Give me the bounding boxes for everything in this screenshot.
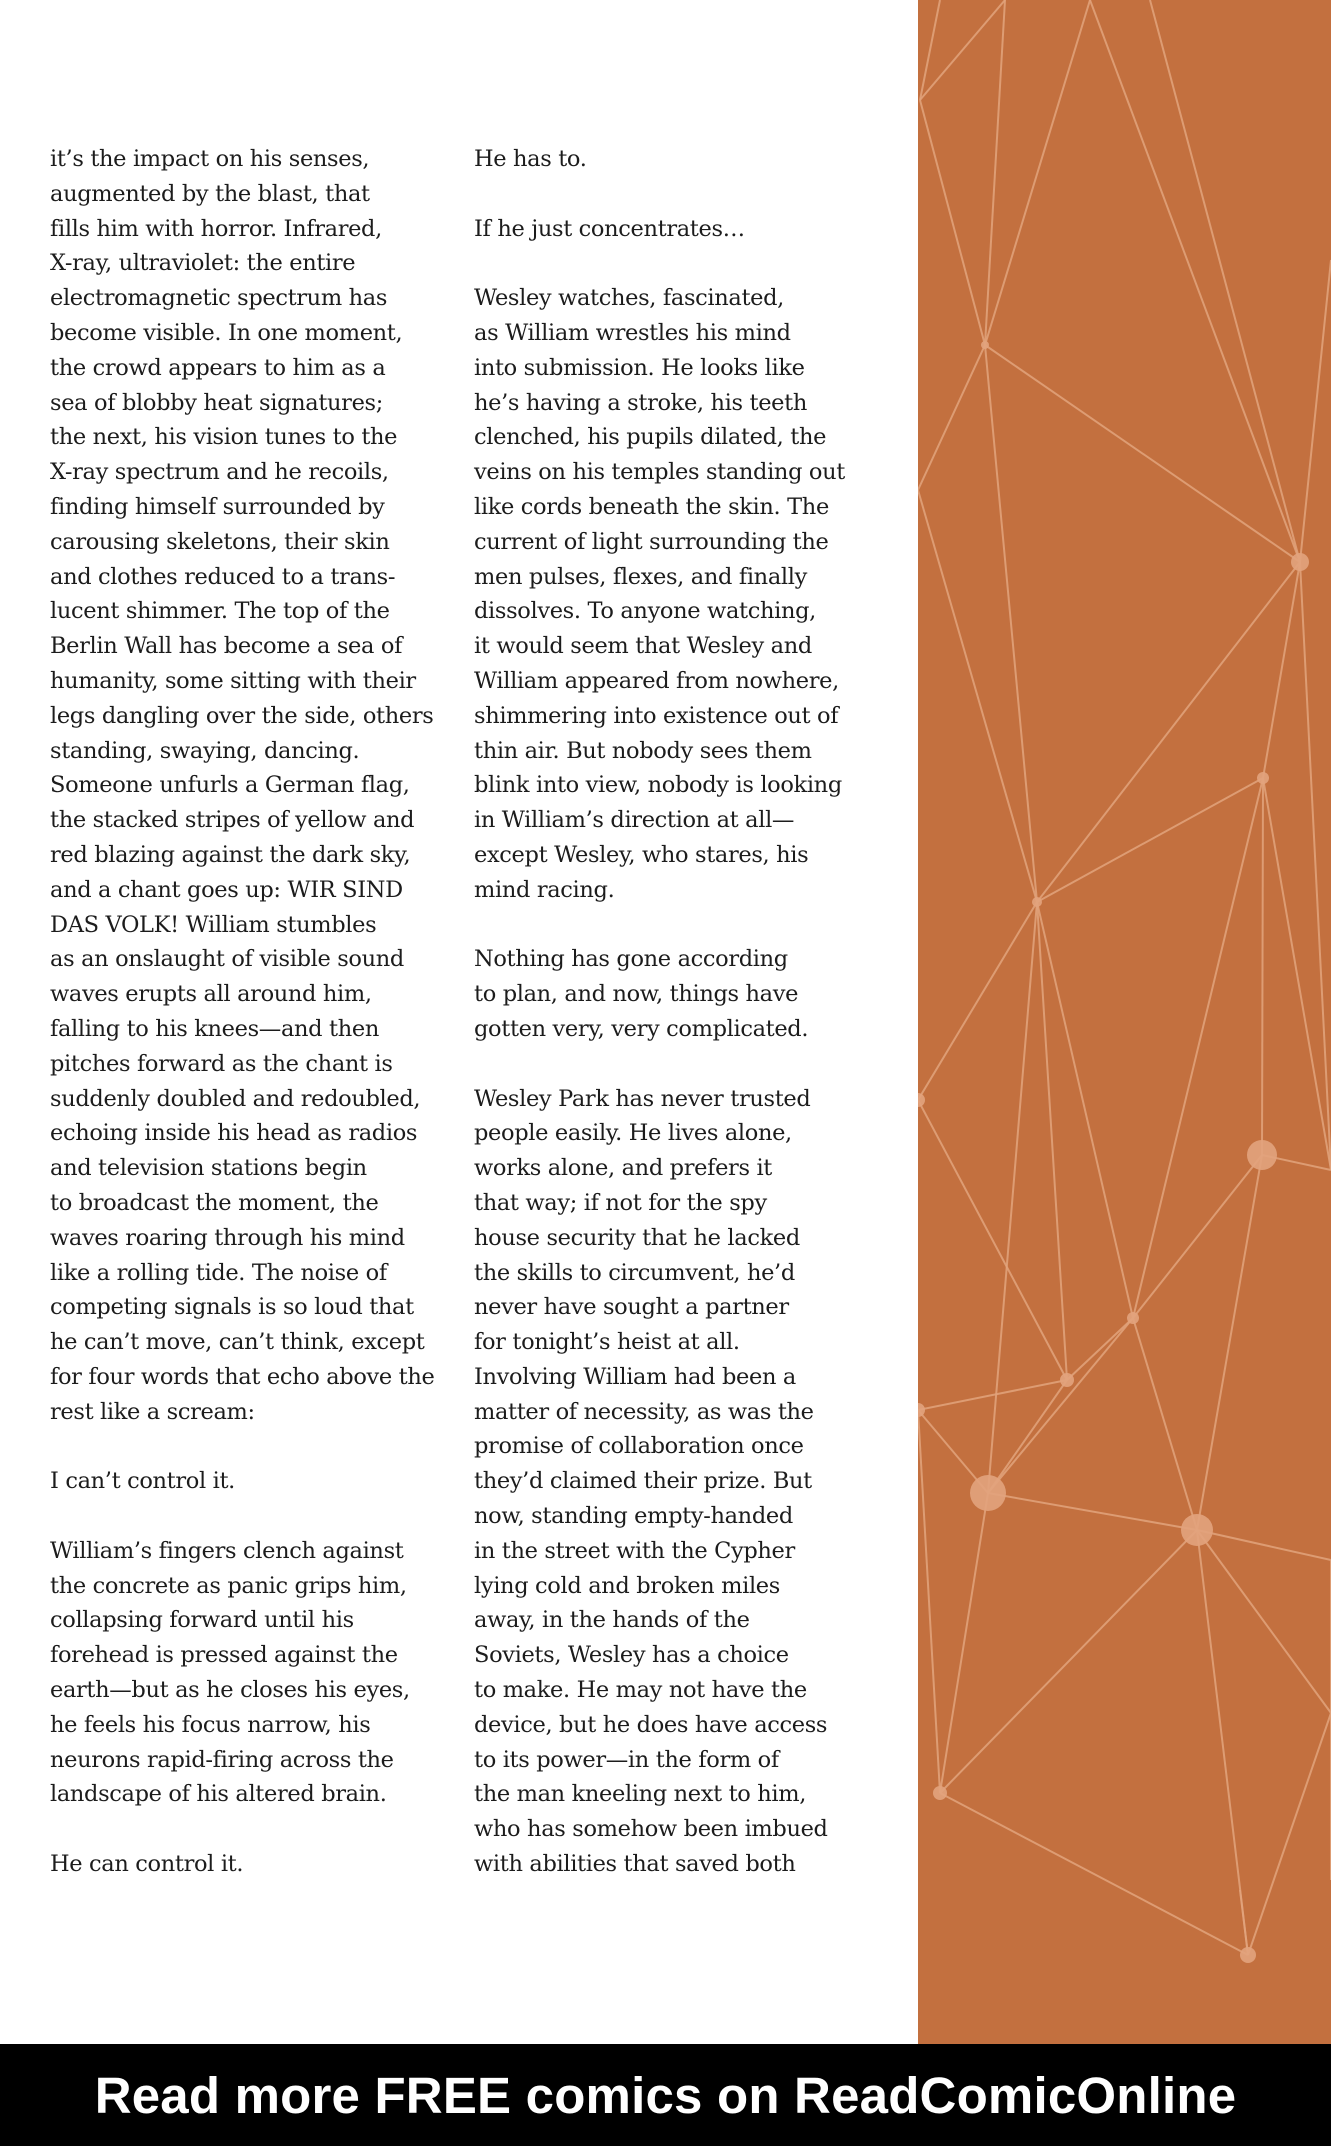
text-line: dissolves. To anyone watching, [474,598,816,625]
pattern-line [940,1493,988,1793]
text-line: clenched, his pupils dilated, the [474,424,827,451]
pattern-line [1037,902,1133,1318]
pattern-line [920,0,1005,100]
text-line: the crowd appears to him as a [50,354,386,381]
right-text-column [474,142,884,1917]
text-line: standing, swaying, dancing. [50,737,360,764]
text-line: for four words that echo above the [50,1363,435,1390]
geometric-pattern-panel [918,0,1331,2044]
text-line: waves roaring through his mind [50,1224,405,1251]
text-line: he’s having a stroke, his teeth [474,389,807,416]
text-line: they’d claimed their prize. But [474,1468,812,1495]
text-line: the concrete as panic grips him, [50,1572,407,1599]
pattern-node [1127,1312,1139,1324]
text-line: waves erupts all around him, [50,981,372,1008]
text-line: Wesley Park has never trusted [474,1085,811,1112]
text-line: away, in the hands of the [474,1607,750,1634]
text-line: the skills to circumvent, he’d [474,1259,795,1286]
text-line: Wesley watches, fascinated, [474,285,784,312]
text-line: legs dangling over the side, others [50,702,434,729]
text-line: like a rolling tide. The noise of [50,1259,387,1286]
pattern-node [1257,772,1269,784]
text-line: as an onslaught of visible sound [50,946,404,973]
text-line: never have sought a partner [474,1294,789,1321]
text-line: carousing skeletons, their skin [50,528,390,555]
pattern-line [1263,562,1300,778]
pattern-line [1150,0,1300,562]
pattern-line [918,345,985,490]
text-line: He has to. [474,146,587,172]
pattern-line [1240,1890,1248,1955]
text-line: collapsing forward until his [50,1607,354,1634]
text-line: in the street with the Cypher [474,1537,795,1564]
text-line: device, but he does have access [474,1711,828,1738]
text-line: and television stations begin [50,1155,367,1182]
text-line: suddenly doubled and redoubled, [50,1085,421,1112]
pattern-line [918,1410,940,1793]
text-line: that way; if not for the spy [474,1189,767,1216]
text-line: promise of collaboration once [474,1433,804,1460]
text-line: red blazing against the dark sky, [50,841,411,868]
pattern-line [1197,1530,1331,1560]
paragraph [50,1847,460,1882]
paragraph [474,212,884,247]
text-line: to make. He may not have the [474,1677,807,1704]
text-line: works alone, and prefers it [474,1155,772,1182]
paragraph [50,1464,460,1499]
text-line: Someone unfurls a German flag, [50,772,410,799]
text-line: except Wesley, who stares, his [474,841,809,868]
text-line: augmented by the blast, that [50,180,370,207]
text-line: to plan, and now, things have [474,981,799,1008]
text-line: to broadcast the moment, the [50,1189,379,1216]
pattern-node [1240,1947,1256,1963]
pattern-line [985,345,1037,902]
text-line: Nothing has gone according [474,946,788,973]
text-line: thin air. But nobody sees them [474,737,812,764]
text-line: it’s the impact on his senses, [50,146,370,172]
text-line: pitches forward as the chant is [50,1050,393,1077]
text-line: as William wrestles his mind [474,319,791,346]
paragraph [50,1534,460,1812]
text-line: now, standing empty-handed [474,1503,793,1530]
text-line: current of light surrounding the [474,528,829,555]
text-line: competing signals is so loud that [50,1294,414,1321]
pattern-line [985,0,1005,345]
pattern-line [1067,1318,1133,1380]
text-line: X-ray, ultraviolet: the entire [50,250,356,277]
pattern-line [1248,1713,1331,1955]
text-line: for tonight’s heist at all. [474,1329,740,1356]
pattern-line [985,0,1090,345]
text-line: and a chant goes up: WIR SIND [50,876,403,903]
text-line: blink into view, nobody is looking [474,772,842,799]
text-line: gotten very, very complicated. [474,1015,809,1042]
text-line: shimmering into existence out of [474,702,839,729]
text-line: like cords beneath the skin. The [474,493,829,520]
pattern-line [988,1380,1067,1493]
paragraph [474,281,884,907]
pattern-line [920,0,940,100]
pattern-line [988,1493,1197,1530]
pattern-node [933,1786,947,1800]
pattern-line [1197,1530,1331,1713]
pattern-node [1181,1514,1213,1546]
text-line: sea of blobby heat signatures; [50,389,383,416]
pattern-line [920,100,985,345]
text-line: lying cold and broken miles [474,1572,780,1599]
text-line: finding himself surrounded by [50,493,385,520]
text-line: become visible. In one moment, [50,319,403,346]
pattern-node [970,1475,1006,1511]
text-line: He can control it. [50,1851,244,1878]
text-line: fills him with horror. Infrared, [50,215,382,242]
pattern-line [1037,778,1263,902]
text-line: who has somehow been imbued [474,1816,828,1843]
pattern-line [1262,778,1263,1155]
text-line: into submission. He looks like [474,354,805,381]
pattern-line [988,1318,1133,1493]
text-line: and clothes reduced to a trans- [50,563,396,590]
text-line: he can’t move, can’t think, except [50,1329,425,1356]
text-line: men pulses, flexes, and finally [474,563,807,590]
pattern-line [918,490,1037,902]
text-line: house security that he lacked [474,1224,800,1251]
left-text-column [50,142,460,1917]
footer-banner[interactable] [0,2044,1331,2146]
text-line: Berlin Wall has become a sea of [50,633,403,660]
pattern-line [1300,260,1331,562]
pattern-line [1197,1155,1262,1530]
paragraph [474,1082,884,1882]
text-line: mind racing. [474,876,615,903]
pattern-node [1032,897,1042,907]
pattern-line [1037,562,1300,902]
text-line: humanity, some sitting with their [50,667,416,694]
text-line: the stacked stripes of yellow and [50,807,415,834]
text-line: lucent shimmer. The top of the [50,598,390,625]
text-line: X-ray spectrum and he recoils, [50,459,389,486]
text-line: earth—but as he closes his eyes, [50,1677,410,1704]
text-line: people easily. He lives alone, [474,1120,792,1147]
pattern-line [985,345,1300,562]
text-line: the man kneeling next to him, [474,1781,807,1808]
pattern-line [918,1100,1067,1380]
text-line: the next, his vision tunes to the [50,424,398,451]
polygon-network-decoration [918,0,1331,2044]
pattern-node [1291,553,1309,571]
pattern-line [918,902,1037,1100]
text-line: Involving William had been a [474,1363,796,1390]
text-line: it would seem that Wesley and [474,633,812,660]
pattern-node [1060,1373,1074,1387]
paragraph [50,142,460,1429]
text-line: in William’s direction at all— [474,807,795,834]
pattern-line [1037,902,1067,1380]
pattern-line [988,902,1037,1493]
text-line: veins on his temples standing out [474,459,845,486]
pattern-line [940,1793,1248,1955]
pattern-line [918,1380,1067,1410]
paragraph [474,142,884,177]
pattern-line [940,1530,1197,1793]
text-line: he feels his focus narrow, his [50,1711,371,1738]
text-line: with abilities that saved both [474,1851,796,1878]
pattern-line [1090,0,1300,562]
text-line: neurons rapid-firing across the [50,1746,394,1773]
text-line: electromagnetic spectrum has [50,285,388,312]
text-line: echoing inside his head as radios [50,1120,418,1147]
text-line: William’s fingers clench against [50,1537,404,1564]
paragraph [474,942,884,1046]
text-line: forehead is pressed against the [50,1642,398,1669]
pattern-node [918,1093,925,1107]
text-line: falling to his knees—and then [50,1015,379,1042]
pattern-node [1247,1140,1277,1170]
text-line: landscape of his altered brain. [50,1781,387,1808]
pattern-line [1133,1318,1197,1530]
text-line: I can’t control it. [50,1468,235,1495]
text-line: Soviets, Wesley has a choice [474,1642,789,1669]
footer-text[interactable]: Read more FREE comics on ReadComicOnline [94,2066,1237,2124]
pattern-node [918,1403,925,1417]
text-line: If he just concentrates… [474,215,745,242]
text-line: matter of necessity, as was the [474,1398,814,1425]
text-line: rest like a scream: [50,1398,255,1425]
pattern-node [981,341,989,349]
text-line: to its power—in the form of [474,1746,779,1773]
text-line: William appeared from nowhere, [474,667,839,694]
text-line: DAS VOLK! William stumbles [50,911,377,938]
